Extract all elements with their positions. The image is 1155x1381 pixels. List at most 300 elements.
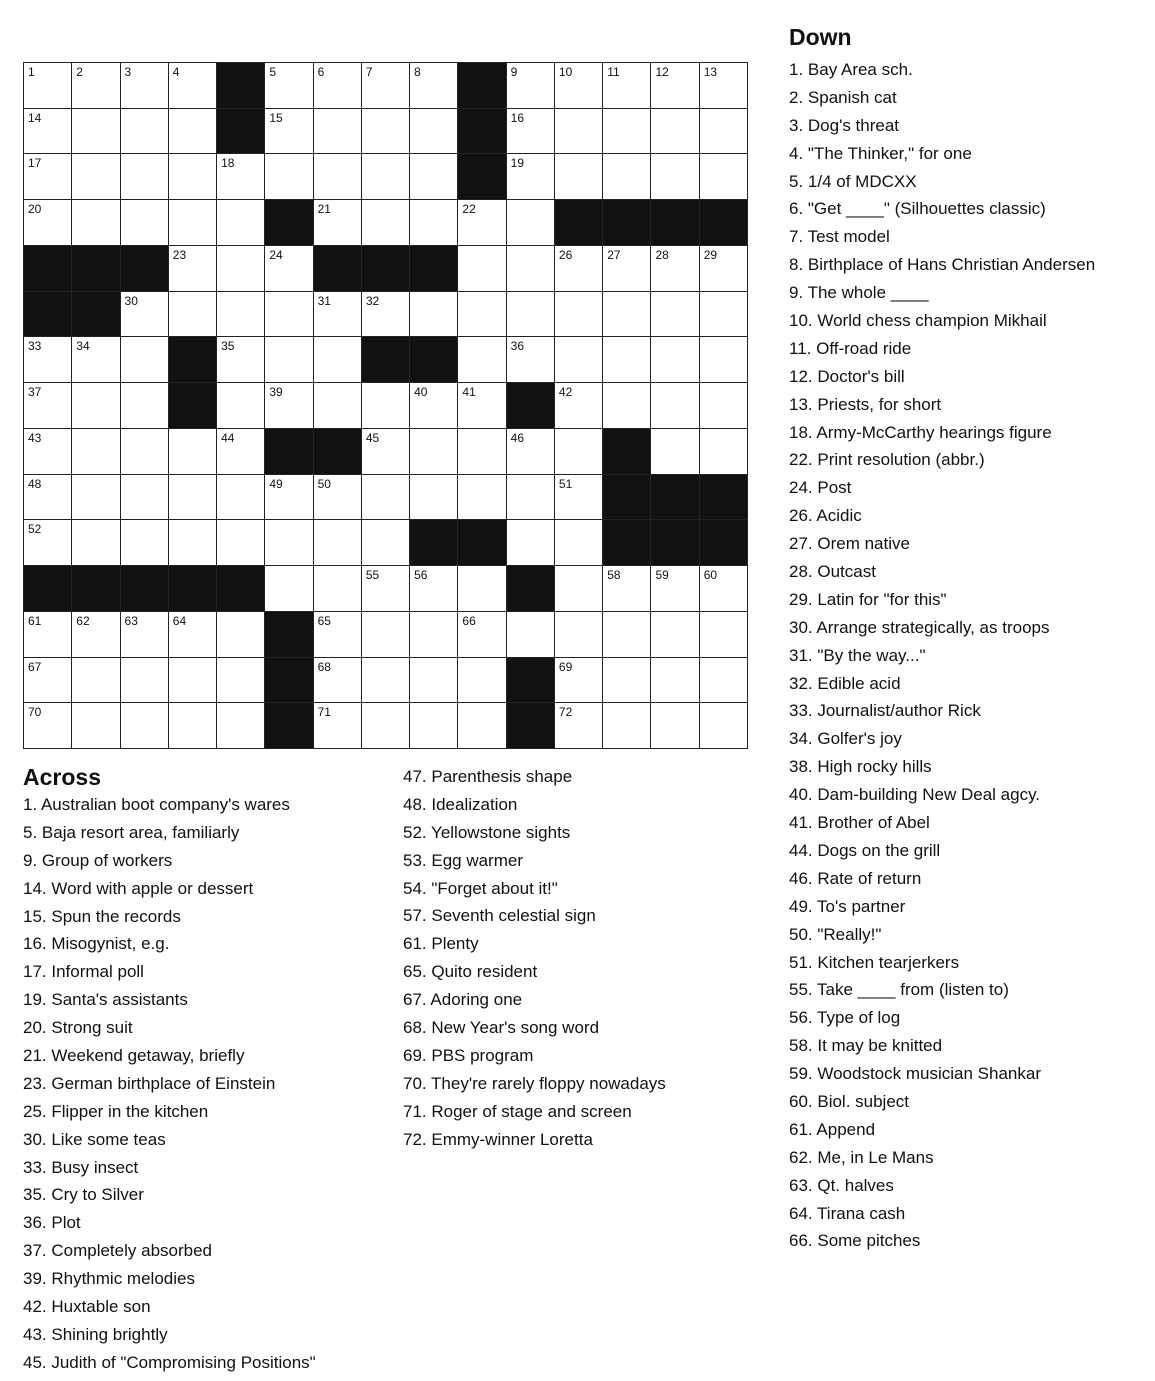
grid-cell[interactable] xyxy=(24,63,71,108)
cell-number: 50 xyxy=(317,476,331,491)
grid-cell[interactable] xyxy=(410,154,457,199)
grid-cell[interactable] xyxy=(458,658,505,703)
grid-cell[interactable] xyxy=(507,63,554,108)
grid-cell[interactable] xyxy=(603,337,650,382)
down-clue[interactable]: 5. 1/4 of MDCXX xyxy=(789,171,917,191)
grid-cell[interactable] xyxy=(555,63,602,108)
grid-cell[interactable] xyxy=(555,383,602,428)
grid-cell[interactable] xyxy=(72,612,119,657)
grid-cell[interactable] xyxy=(169,154,216,199)
grid-cell[interactable] xyxy=(217,154,264,199)
grid-cell[interactable] xyxy=(362,703,409,748)
across-clue[interactable]: 67. Adoring one xyxy=(403,990,523,1010)
across-clue[interactable]: 48. Idealization xyxy=(403,794,518,814)
grid-cell[interactable] xyxy=(603,658,650,703)
grid-cell[interactable] xyxy=(169,200,216,245)
down-clue[interactable]: 44. Dogs on the grill xyxy=(789,840,941,860)
grid-cell[interactable] xyxy=(458,292,505,337)
grid-cell[interactable] xyxy=(121,292,168,337)
grid-cell[interactable] xyxy=(603,292,650,337)
grid-cell[interactable] xyxy=(507,520,554,565)
grid-cell[interactable] xyxy=(72,429,119,474)
down-clue[interactable]: 59. Woodstock musician Shankar xyxy=(789,1064,1041,1084)
across-clue[interactable]: 54. "Forget about it!" xyxy=(403,878,558,898)
grid-cell[interactable] xyxy=(651,292,698,337)
grid-cell[interactable] xyxy=(121,429,168,474)
grid-cell[interactable] xyxy=(24,658,71,703)
down-clue[interactable]: 30. Arrange strategically, as troops xyxy=(789,617,1050,637)
cell-number: 45 xyxy=(365,430,380,445)
across-clue[interactable]: 33. Busy insect xyxy=(23,1157,139,1177)
down-clue[interactable]: 27. Orem native xyxy=(789,534,910,554)
down-clue[interactable]: 33. Journalist/author Rick xyxy=(789,701,981,721)
grid-cell[interactable] xyxy=(121,200,168,245)
down-clue[interactable]: 8. Birthplace of Hans Christian Andersen xyxy=(789,255,1096,275)
across-clue[interactable]: 16. Misogynist, e.g. xyxy=(23,934,170,954)
grid-cell[interactable] xyxy=(507,109,554,154)
grid-cell[interactable] xyxy=(458,475,505,520)
grid-cell[interactable] xyxy=(458,246,505,291)
grid-cell[interactable] xyxy=(555,566,602,611)
grid-cell[interactable] xyxy=(410,200,457,245)
black-square xyxy=(217,566,264,611)
grid-cell[interactable] xyxy=(24,612,71,657)
grid-cell[interactable] xyxy=(314,658,361,703)
grid-cell[interactable] xyxy=(700,154,747,199)
across-clue[interactable]: 68. New Year's song word xyxy=(403,1018,600,1038)
down-clue[interactable]: 9. The whole ____ xyxy=(789,283,929,303)
across-clue[interactable]: 14. Word with apple or dessert xyxy=(23,878,254,898)
grid-cell[interactable] xyxy=(217,246,264,291)
grid-cell[interactable] xyxy=(121,703,168,748)
grid-cell[interactable] xyxy=(410,566,457,611)
grid-cell[interactable] xyxy=(217,200,264,245)
cell-number: 72 xyxy=(558,705,573,720)
across-clue[interactable]: 30. Like some teas xyxy=(23,1129,166,1149)
down-clue[interactable]: 1. Bay Area sch. xyxy=(789,60,913,79)
grid-cell[interactable] xyxy=(603,566,650,611)
black-square xyxy=(458,109,505,154)
across-clue[interactable]: 36. Plot xyxy=(23,1213,81,1233)
grid-cell[interactable] xyxy=(555,154,602,199)
cell-number: 44 xyxy=(221,430,235,445)
grid-cell[interactable] xyxy=(700,109,747,154)
grid-cell[interactable] xyxy=(651,612,698,657)
grid-cell[interactable] xyxy=(603,63,650,108)
black-square xyxy=(362,246,409,291)
grid-cell[interactable] xyxy=(555,475,602,520)
cell-number: 18 xyxy=(221,156,235,171)
grid-cell[interactable] xyxy=(24,520,71,565)
grid-cell[interactable] xyxy=(362,154,409,199)
across-clue[interactable]: 37. Completely absorbed xyxy=(23,1241,213,1261)
grid-cell[interactable] xyxy=(700,658,747,703)
grid-cell[interactable] xyxy=(121,475,168,520)
down-clue[interactable]: 49. To's partner xyxy=(789,896,906,916)
grid-cell[interactable] xyxy=(24,337,71,382)
grid-cell[interactable] xyxy=(362,566,409,611)
grid-cell[interactable] xyxy=(555,246,602,291)
grid-cell[interactable] xyxy=(410,383,457,428)
grid-cell[interactable] xyxy=(651,337,698,382)
black-square xyxy=(603,429,650,474)
grid-cell[interactable] xyxy=(265,475,312,520)
grid-cell[interactable] xyxy=(651,63,698,108)
cell-number: 16 xyxy=(510,110,525,125)
black-square xyxy=(651,520,698,565)
grid-cell[interactable] xyxy=(121,109,168,154)
grid-cell[interactable] xyxy=(217,703,264,748)
down-clue[interactable]: 7. Test model xyxy=(789,227,890,247)
grid-cell[interactable] xyxy=(700,566,747,611)
down-clue[interactable]: 62. Me, in Le Mans xyxy=(789,1147,934,1167)
grid-cell[interactable] xyxy=(700,246,747,291)
grid-cell[interactable] xyxy=(362,200,409,245)
grid-cell[interactable] xyxy=(24,475,71,520)
grid-cell[interactable] xyxy=(24,109,71,154)
grid-cell[interactable] xyxy=(24,383,71,428)
cell-number: 60 xyxy=(703,568,718,583)
grid-cell[interactable] xyxy=(217,658,264,703)
cell-number: 7 xyxy=(365,65,373,79)
grid-cell[interactable] xyxy=(72,703,119,748)
cell-number: 27 xyxy=(607,247,621,262)
down-clue[interactable]: 32. Edible acid xyxy=(789,673,901,693)
grid-cell[interactable] xyxy=(72,200,119,245)
grid-cell[interactable] xyxy=(700,612,747,657)
grid-cell[interactable] xyxy=(362,520,409,565)
grid-cell[interactable] xyxy=(603,154,650,199)
grid-cell[interactable] xyxy=(700,292,747,337)
grid-cell[interactable] xyxy=(362,658,409,703)
grid-cell[interactable] xyxy=(72,63,119,108)
grid-cell[interactable] xyxy=(24,429,71,474)
black-square xyxy=(265,429,312,474)
grid-cell[interactable] xyxy=(507,200,554,245)
black-square xyxy=(362,337,409,382)
grid-cell[interactable] xyxy=(121,154,168,199)
across-clue[interactable]: 17. Informal poll xyxy=(23,962,144,982)
grid-cell[interactable] xyxy=(362,292,409,337)
cell-number: 61 xyxy=(28,613,42,628)
black-square xyxy=(700,475,747,520)
across-clue[interactable]: 15. Spun the records xyxy=(23,906,181,926)
grid-cell[interactable] xyxy=(169,475,216,520)
grid-cell[interactable] xyxy=(410,658,457,703)
grid-cell[interactable] xyxy=(458,383,505,428)
cell-number: 65 xyxy=(317,613,331,628)
grid-cell[interactable] xyxy=(121,520,168,565)
down-clue[interactable]: 61. Append xyxy=(789,1119,876,1139)
cell-number: 63 xyxy=(124,613,138,628)
down-clue[interactable]: 18. Army-McCarthy hearings figure xyxy=(789,422,1052,442)
grid-cell[interactable] xyxy=(651,566,698,611)
grid-cell[interactable] xyxy=(314,566,361,611)
grid-cell[interactable] xyxy=(603,612,650,657)
grid-cell[interactable] xyxy=(217,612,264,657)
black-square xyxy=(458,520,505,565)
grid-cell[interactable] xyxy=(507,429,554,474)
down-clue[interactable]: 12. Doctor's bill xyxy=(789,366,905,386)
cell-number: 64 xyxy=(172,613,187,628)
grid-cell[interactable] xyxy=(121,612,168,657)
cell-number: 5 xyxy=(269,65,277,79)
black-square xyxy=(507,703,554,748)
grid-cell[interactable] xyxy=(217,383,264,428)
grid-cell[interactable] xyxy=(24,154,71,199)
down-clue[interactable]: 40. Dam-building New Deal agcy. xyxy=(789,785,1041,805)
grid-cell[interactable] xyxy=(121,383,168,428)
grid-cell[interactable] xyxy=(314,63,361,108)
grid-cell[interactable] xyxy=(651,658,698,703)
cell-number: 56 xyxy=(414,568,428,583)
grid-cell[interactable] xyxy=(603,703,650,748)
down-clue[interactable]: 34. Golfer's joy xyxy=(789,729,902,749)
grid-cell[interactable] xyxy=(169,520,216,565)
grid-cell[interactable] xyxy=(72,520,119,565)
down-clue[interactable]: 22. Print resolution (abbr.) xyxy=(789,450,985,470)
down-clue[interactable]: 2. Spanish cat xyxy=(789,87,897,107)
grid-cell[interactable] xyxy=(169,63,216,108)
grid-cell[interactable] xyxy=(603,246,650,291)
grid-cell[interactable] xyxy=(265,337,312,382)
grid-cell[interactable] xyxy=(265,520,312,565)
across-clue[interactable]: 9. Group of workers xyxy=(23,850,173,870)
grid-cell[interactable] xyxy=(72,109,119,154)
across-clue[interactable]: 42. Huxtable son xyxy=(23,1297,151,1317)
down-clue[interactable]: 3. Dog's threat xyxy=(789,115,900,135)
grid-cell[interactable] xyxy=(217,475,264,520)
grid-cell[interactable] xyxy=(169,658,216,703)
grid-cell[interactable] xyxy=(458,337,505,382)
grid-cell[interactable] xyxy=(458,612,505,657)
down-clue[interactable]: 55. Take ____ from (listen to) xyxy=(789,980,1009,1000)
grid-cell[interactable] xyxy=(410,703,457,748)
grid-cell[interactable] xyxy=(651,383,698,428)
cell-number: 4 xyxy=(172,65,180,79)
across-clue[interactable]: 19. Santa's assistants xyxy=(23,990,188,1010)
down-clue[interactable]: 41. Brother of Abel xyxy=(789,813,930,833)
down-clue[interactable]: 63. Qt. halves xyxy=(789,1175,894,1195)
down-clue[interactable]: 66. Some pitches xyxy=(789,1231,921,1251)
grid-cell[interactable] xyxy=(169,703,216,748)
grid-cell[interactable] xyxy=(265,246,312,291)
grid-cell[interactable] xyxy=(555,292,602,337)
grid-cell[interactable] xyxy=(217,292,264,337)
grid-cell[interactable] xyxy=(507,292,554,337)
grid-cell[interactable] xyxy=(458,566,505,611)
grid-cell[interactable] xyxy=(314,475,361,520)
grid-cell[interactable] xyxy=(121,63,168,108)
grid-cell[interactable] xyxy=(169,246,216,291)
grid-cell[interactable] xyxy=(72,154,119,199)
grid-cell[interactable] xyxy=(651,109,698,154)
grid-cell[interactable] xyxy=(555,109,602,154)
across-clue[interactable]: 43. Shining brightly xyxy=(23,1324,168,1344)
grid-cell[interactable] xyxy=(410,63,457,108)
grid-cell[interactable] xyxy=(700,429,747,474)
grid-cell[interactable] xyxy=(555,429,602,474)
across-clue[interactable]: 61. Plenty xyxy=(403,934,479,954)
across-clue[interactable]: 65. Quito resident xyxy=(403,962,538,982)
down-clue[interactable]: 60. Biol. subject xyxy=(789,1091,910,1111)
grid-cell[interactable] xyxy=(217,520,264,565)
grid-cell[interactable] xyxy=(314,383,361,428)
grid-cell[interactable] xyxy=(700,63,747,108)
grid-cell[interactable] xyxy=(410,109,457,154)
cell-number: 13 xyxy=(703,65,718,79)
grid-cell[interactable] xyxy=(217,337,264,382)
down-clue[interactable]: 28. Outcast xyxy=(789,562,876,582)
grid-cell[interactable] xyxy=(314,703,361,748)
grid-cell[interactable] xyxy=(700,337,747,382)
grid-cell[interactable] xyxy=(507,154,554,199)
black-square xyxy=(24,246,71,291)
across-clue[interactable]: 21. Weekend getaway, briefly xyxy=(23,1046,245,1066)
grid-cell[interactable] xyxy=(362,612,409,657)
grid-cell[interactable] xyxy=(700,703,747,748)
grid-cell[interactable] xyxy=(362,429,409,474)
down-clue[interactable]: 51. Kitchen tearjerkers xyxy=(789,952,960,972)
grid-cell[interactable] xyxy=(265,154,312,199)
grid-cell[interactable] xyxy=(72,337,119,382)
across-clue[interactable]: 20. Strong suit xyxy=(23,1018,133,1038)
across-clue[interactable]: 1. Australian boot company's wares xyxy=(23,795,290,814)
grid-cell[interactable] xyxy=(555,612,602,657)
down-clue[interactable]: 31. "By the way..." xyxy=(789,645,926,665)
grid-cell[interactable] xyxy=(314,520,361,565)
grid-cell[interactable] xyxy=(169,429,216,474)
across-clue[interactable]: 52. Yellowstone sights xyxy=(403,822,571,842)
across-clue[interactable]: 53. Egg warmer xyxy=(403,850,523,870)
grid-cell[interactable] xyxy=(362,63,409,108)
across-clue[interactable]: 71. Roger of stage and screen xyxy=(403,1101,632,1121)
down-clue[interactable]: 56. Type of log xyxy=(789,1008,901,1028)
grid-cell[interactable] xyxy=(362,109,409,154)
grid-cell[interactable] xyxy=(265,383,312,428)
down-clue[interactable]: 26. Acidic xyxy=(789,506,862,526)
grid-cell[interactable] xyxy=(72,475,119,520)
cell-number: 48 xyxy=(28,476,42,491)
grid-cell[interactable] xyxy=(314,337,361,382)
black-square xyxy=(410,520,457,565)
black-square xyxy=(265,703,312,748)
grid-cell[interactable] xyxy=(314,200,361,245)
grid-cell[interactable] xyxy=(314,612,361,657)
grid-cell[interactable] xyxy=(169,292,216,337)
grid-cell[interactable] xyxy=(314,292,361,337)
across-clue[interactable]: 57. Seventh celestial sign xyxy=(403,906,596,926)
grid-cell[interactable] xyxy=(121,658,168,703)
across-clue[interactable]: 72. Emmy-winner Loretta xyxy=(403,1129,593,1149)
cell-number: 36 xyxy=(510,339,525,354)
grid-cell[interactable] xyxy=(651,246,698,291)
cell-number: 30 xyxy=(124,293,138,308)
grid-cell[interactable] xyxy=(507,475,554,520)
grid-cell[interactable] xyxy=(458,429,505,474)
grid-cell[interactable] xyxy=(72,383,119,428)
down-clue[interactable]: 64. Tirana cash xyxy=(789,1203,906,1223)
down-clue[interactable]: 11. Off-road ride xyxy=(789,338,912,358)
down-clue[interactable]: 13. Priests, for short xyxy=(789,394,942,414)
grid-cell[interactable] xyxy=(651,429,698,474)
crossword-grid xyxy=(23,62,748,749)
across-clue[interactable]: 47. Parenthesis shape xyxy=(403,767,573,786)
down-clue[interactable]: 24. Post xyxy=(789,478,852,498)
grid-cell[interactable] xyxy=(603,109,650,154)
grid-cell[interactable] xyxy=(700,383,747,428)
grid-cell[interactable] xyxy=(314,154,361,199)
grid-cell[interactable] xyxy=(314,109,361,154)
grid-cell[interactable] xyxy=(24,703,71,748)
grid-cell[interactable] xyxy=(24,200,71,245)
grid-cell[interactable] xyxy=(121,337,168,382)
grid-cell[interactable] xyxy=(555,337,602,382)
down-clue[interactable]: 46. Rate of return xyxy=(789,868,922,888)
cell-number: 67 xyxy=(28,659,42,674)
down-clue[interactable]: 6. "Get ____" (Silhouettes classic) xyxy=(789,199,1046,219)
grid-cell[interactable] xyxy=(651,154,698,199)
down-clue[interactable]: 58. It may be knitted xyxy=(789,1036,943,1056)
grid-cell[interactable] xyxy=(217,429,264,474)
across-clue[interactable]: 45. Judith of "Compromising Positions" xyxy=(23,1352,316,1372)
down-clue[interactable]: 38. High rocky hills xyxy=(789,757,932,777)
grid-cell[interactable] xyxy=(410,612,457,657)
across-clue[interactable]: 69. PBS program xyxy=(403,1045,534,1065)
grid-cell[interactable] xyxy=(410,429,457,474)
cell-number: 3 xyxy=(124,65,132,79)
cell-number: 55 xyxy=(365,568,380,583)
grid-cell[interactable] xyxy=(265,292,312,337)
grid-cell[interactable] xyxy=(507,612,554,657)
grid-cell[interactable] xyxy=(603,383,650,428)
grid-cell[interactable] xyxy=(265,63,312,108)
grid-cell[interactable] xyxy=(265,566,312,611)
cell-number: 28 xyxy=(655,247,669,262)
grid-cell[interactable] xyxy=(555,520,602,565)
across-clue[interactable]: 5. Baja resort area, familiarly xyxy=(23,822,240,842)
grid-cell[interactable] xyxy=(362,383,409,428)
grid-cell[interactable] xyxy=(555,703,602,748)
grid-cell[interactable] xyxy=(410,292,457,337)
grid-cell[interactable] xyxy=(555,658,602,703)
black-square xyxy=(458,154,505,199)
grid-cell[interactable] xyxy=(72,658,119,703)
grid-cell[interactable] xyxy=(362,475,409,520)
grid-cell[interactable] xyxy=(169,612,216,657)
black-square xyxy=(458,63,505,108)
across-clue[interactable]: 39. Rhythmic melodies xyxy=(23,1269,195,1289)
black-square xyxy=(507,383,554,428)
across-clue[interactable]: 25. Flipper in the kitchen xyxy=(23,1101,209,1121)
grid-cell[interactable] xyxy=(507,246,554,291)
down-clue[interactable]: 10. World chess champion Mikhail xyxy=(789,311,1047,331)
cell-number: 22 xyxy=(462,202,476,217)
grid-cell[interactable] xyxy=(410,475,457,520)
grid-cell[interactable] xyxy=(458,703,505,748)
across-clue[interactable]: 70. They're rarely floppy nowadays xyxy=(403,1073,666,1093)
across-clue[interactable]: 23. German birthplace of Einstein xyxy=(23,1073,276,1093)
grid-cell[interactable] xyxy=(458,200,505,245)
across-clue[interactable]: 35. Cry to Silver xyxy=(23,1185,144,1205)
down-clue[interactable]: 29. Latin for "for this" xyxy=(789,589,947,609)
grid-cell[interactable] xyxy=(169,109,216,154)
grid-cell[interactable] xyxy=(507,337,554,382)
grid-cell[interactable] xyxy=(265,109,312,154)
down-clue[interactable]: 4. "The Thinker," for one xyxy=(789,143,972,163)
down-clue[interactable]: 50. "Really!" xyxy=(789,924,882,944)
grid-cell[interactable] xyxy=(651,703,698,748)
